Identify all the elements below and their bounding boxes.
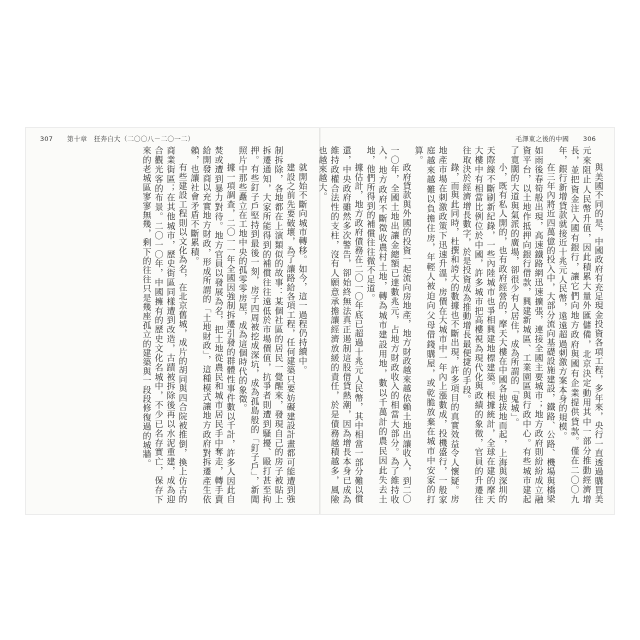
left-page-number: 307 (40, 135, 54, 143)
right-paragraph: 據估計，地方政府債務在二〇一〇年底已超過十兆元人民幣，其中相當一部分難以償還，中央政府雖然多次警告，卻始終無法真正遏制這股借貸熱潮，因為增長本身已成為維持政權合法性的支柱，沒有人願意承擔讓經濟放緩的責任，於是債務越積越多，風險也越來越大。 (317, 146, 363, 504)
right-page-number: 306 (582, 135, 596, 143)
right-paragraph: 與美國不同的是，中國政府有充足現金投資各項工程，多年來，央行一直透過購買美元來阻止人民幣升值，因此積累大量外匯儲備，北京決定動用其中一部分推動經濟增長，並把資金注入國有銀行，讓它們向地方政府與國有企業提供貸款。僅在二〇〇九年，銀行新增貸款就接近十兆元人民幣，遠遠超過刺激方案本身的規模。 (557, 146, 603, 504)
right-paragraph: 小，既有私人開的，也有政府經營的，摩天大樓在中國各地拔地而起，上海與深圳的天際線不斷刷新紀錄，一些內陸城市也爭相興建地標建築。根據統計，全球在建的摩天大樓中有相當比例位於中國，許多城市把高樓視為現代化與政績的象徵，官員的升遷往往取決於經濟增長數字，於是投資成為推動增長最便捷的手段。 (461, 146, 507, 504)
right-page-header (515, 134, 596, 143)
left-page-text (72, 146, 308, 504)
left-paragraph: 據一項調查，二〇一一年全國因強制拆遷引發的群體性事件數以千計，許多人因此自焚或遭到暴力對待。地方官員以發展為名，把土地從農民和城市居民手中奪走，轉手賣給開發商以充實地方財政，形成所謂的「土地財政」，這種模式讓地方政府對拆遷產生依賴，也讓社會矛盾不斷累積。 (189, 146, 235, 504)
right-paragraph: 政府貸款與外國的投資一起流向房地產，地方財政越來越依賴土地出讓收入，到二〇一〇年，全國土地出讓金總額已達數兆元，占地方財政收入的相當大部分。為了維持收入，地方政府不斷徵收農村土地，轉為城市建設用地，數以千萬計的農民因此失去土地，他們所得到的補償往往微不足道。 (365, 146, 411, 504)
right-paragraph: 在三年內將近四萬億的投入中，大部分流向基礎設施建設，鐵路、公路、機場與橋梁如雨後春筍般出現，高速鐵路網迅速擴張，連接全國主要城市；地方政府則紛紛成立融資平台，以土地作抵押向銀行借款，興建新城區、工業園區與行政中心。有些城市建起了寬闊的大道與氣派的廣場，卻很少有人居住，成為所謂的「鬼城」。 (509, 146, 555, 504)
left-paragraph: 有些建設工程則以文化為名，在北京舊城，成片的胡同與四合院被推倒，換上仿古的商業街區；在其他城市，歷史街區同樣遭到改造，古蹟被拆除後再以水泥重建，成為迎合觀光客的布景。二〇一〇年，中國擁有的歷史文化名城中，不少已名存實亡，保存下來的老城區寥寥無幾，剩下的往往只是幾座孤立的建築與一段段修復過的城牆。 (141, 146, 187, 504)
left-page-header (40, 134, 194, 143)
right-page-text (317, 146, 604, 504)
left-chapter-title: 狂奔自大（二〇〇八－二〇一二） (93, 135, 195, 143)
left-chapter-label: 第十章 (67, 135, 88, 143)
right-running-title: 毛澤東之後的中國 (515, 135, 569, 143)
left-page (72, 146, 308, 504)
right-page (317, 146, 604, 504)
right-paragraph: 錄，而與此同時，杜撰和誇大的數據也不斷出現，許多項目的真實效益令人懷疑。房地產市場在刺激政策下迅速升溫，房價在大城市中一年內上漲數成，投機盛行，一般家庭越來越難以負擔住房，年輕人被迫向父母借錢購屋，或乾脆放棄在城市中安家的打算。 (413, 146, 459, 504)
left-paragraph: 建設之前先要破壞，為了讓路給各項工程，任何建築只要妨礙建設計畫都可能遭到強制拆除，各地都在上演類似的故事：某個社區的居民一覺醒來，發現自己的房子被貼上拆遷通知，大家所能得到的補償往往遠低於市場價值，抗爭者則遭到騷擾、毆打甚至拘押。有些釘子戶堅持到最後一刻，房子四周被挖成深坑，成為孤島般的「釘子戶」，新聞照片中那些矗立在工地中央的孤零零房屋，成為這個時代的象徵。 (237, 146, 295, 504)
left-paragraph: 就開始不斷向城市轉移。如今，這一過程仍持續中。 (297, 163, 307, 375)
